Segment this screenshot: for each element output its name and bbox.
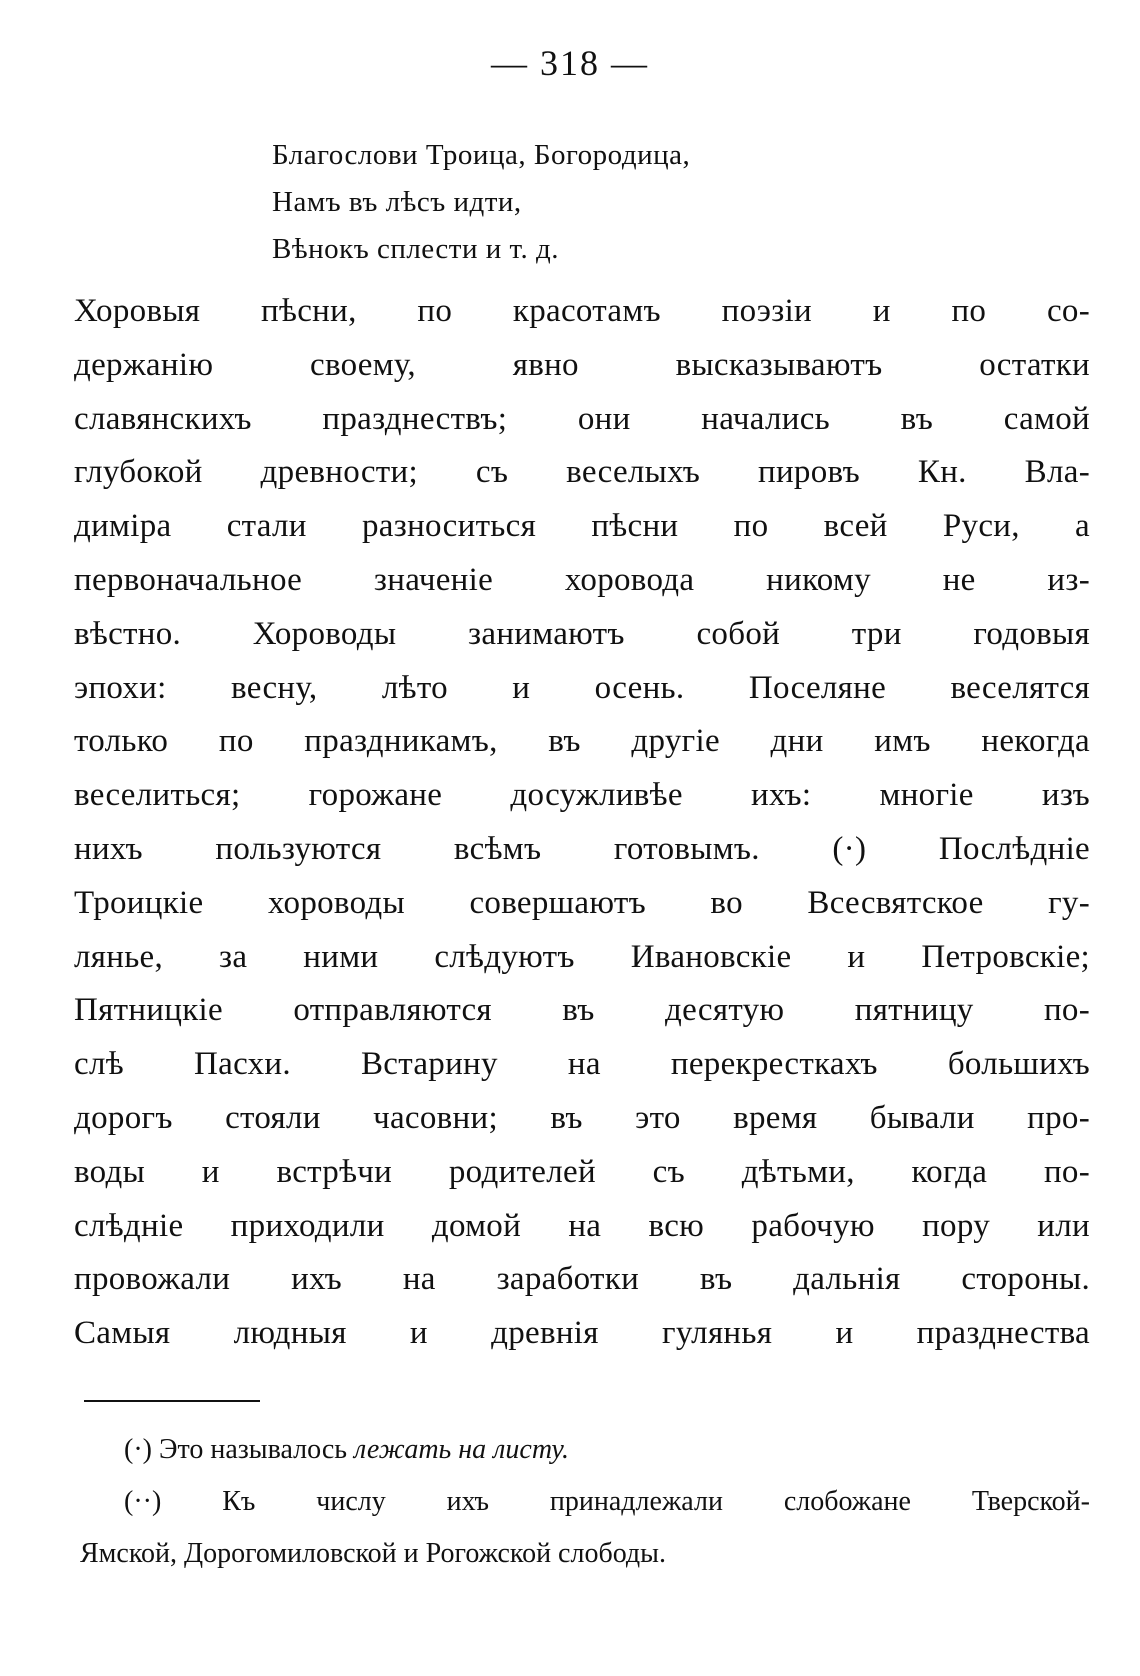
text-line: Троицкіе хороводы совершаютъ во Всесвятское гу- (74, 884, 1090, 921)
body-paragraph (74, 285, 1090, 1361)
text-line: Самыя людныя и древнія гулянья и празднества (74, 1315, 1090, 1352)
text-line: славянскихъ празднествъ; они начались въ самой (74, 400, 1090, 437)
text-line: дорогъ стояли часовни; въ это время бывали про- (74, 1099, 1090, 1136)
footnote-divider (84, 1400, 260, 1402)
text-line: воды и встрѣчи родителей съ дѣтьми, когда по- (74, 1153, 1090, 1190)
text-line: первоначальное значеніе хоровода никому не из- (74, 561, 1090, 598)
text-line: глубокой древности; съ веселыхъ пировъ Кн. Вла- (74, 454, 1090, 491)
verse-line: Намъ въ лѣсъ идти, (272, 186, 522, 218)
text-line: слѣ Пасхи. Встарину на перекресткахъ большихъ (74, 1046, 1090, 1083)
footnote-text: Это называлось (158, 1434, 348, 1465)
footnote-1 (80, 1424, 1090, 1476)
verse-block (272, 132, 690, 273)
text-line: только по праздникамъ, въ другіе дни имъ некогда (74, 723, 1090, 760)
page-number: — 318 — (491, 43, 649, 83)
footnotes (80, 1424, 1090, 1580)
text-line: веселиться; горожане досужливѣе ихъ: многіе изъ (74, 777, 1090, 814)
text-line: провожали ихъ на заработки въ дальнія стороны. (74, 1261, 1090, 1298)
text-line: вѣстно. Хороводы занимаютъ собой три годовыя (74, 615, 1090, 652)
text-line: держанію своему, явно высказываютъ остатки (74, 346, 1090, 383)
text-line: Пятницкіе отправляются въ десятую пятницу по- (74, 992, 1090, 1029)
text-line: эпохи: весну, лѣто и осень. Поселяне веселятся (74, 669, 1090, 706)
text-line: лянье, за ними слѣдуютъ Ивановскіе и Петровскіе; (74, 938, 1090, 975)
footnote-2-line: Ямской, Дорогомиловской и Рогожской слободы. (80, 1538, 666, 1569)
text-line: диміра стали разноситься пѣсни по всей Руси, а (74, 508, 1090, 545)
text-line: слѣдніе приходили домой на всю рабочую пору или (74, 1207, 1090, 1244)
text-line: Хоровыя пѣсни, по красотамъ поэзіи и по со- (74, 293, 1090, 329)
verse-line: Вѣнокъ сплести и т. д. (272, 233, 559, 265)
footnote-marker: (·) (124, 1434, 152, 1465)
footnote-2-line: (··) Къ числу ихъ принадлежали слобожане Тверской- (124, 1486, 1090, 1517)
text-line: нихъ пользуются всѣмъ готовымъ. (·) Послѣдніе (74, 830, 1090, 867)
verse-line: Благослови Троица, Богородица, (272, 139, 691, 171)
footnote-emphasis: лежать на листу. (354, 1434, 570, 1465)
